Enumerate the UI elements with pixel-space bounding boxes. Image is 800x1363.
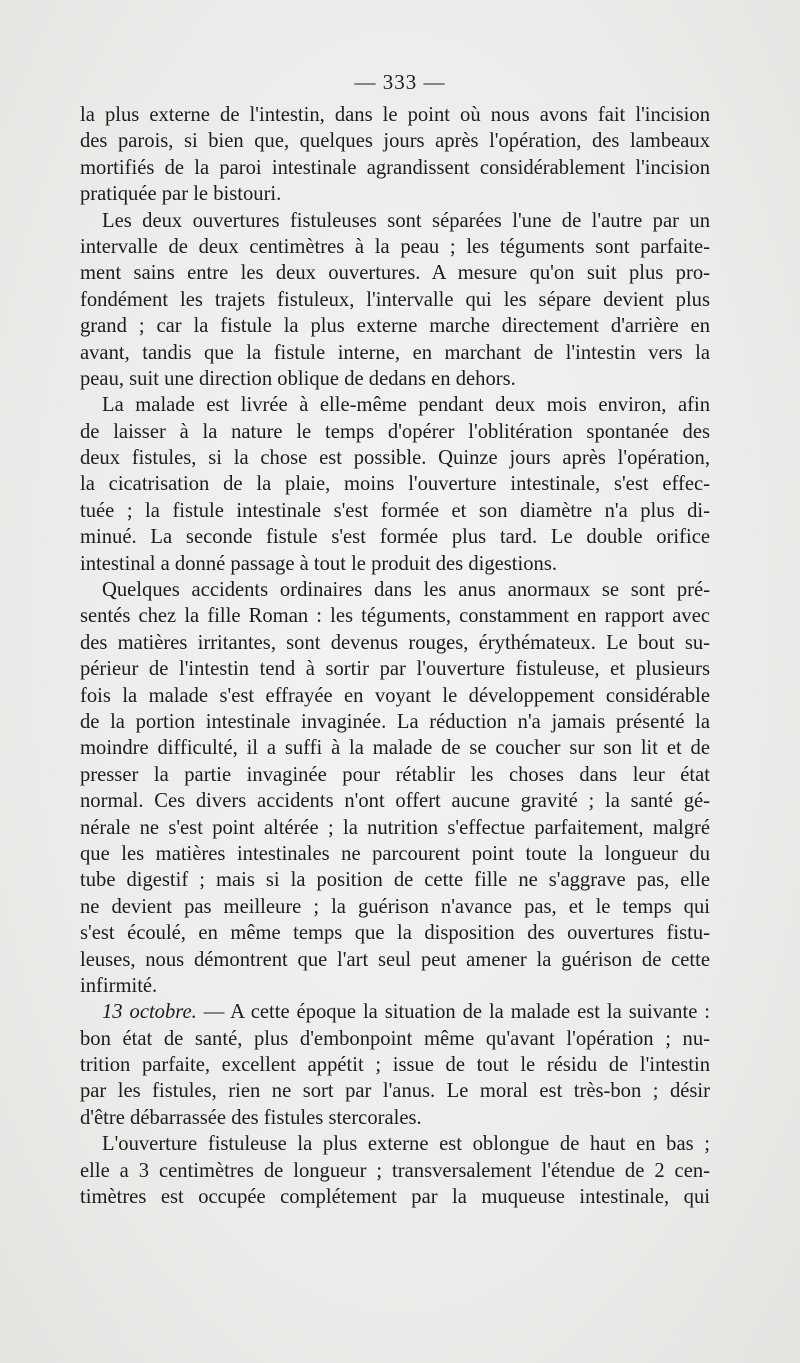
text-line: La malade est livrée à elle-même pendant deux mois environ, afin: [102, 394, 710, 417]
text-line: de la portion intestinale invaginée. La réduction n'a jamais présenté la: [80, 710, 710, 733]
entry-date: 13 octobre.: [102, 1001, 197, 1024]
text-line: avant, tandis que la fistule interne, en marchant de l'intestin vers la: [80, 341, 710, 364]
text-line: tube digestif ; mais si la position de cette fille ne s'aggrave pas, elle: [80, 869, 710, 892]
text-line: ment sains entre les deux ouvertures. A mesure qu'on suit plus pro-: [80, 262, 710, 285]
text-line: peau, suit une direction oblique de dedans en dehors.: [80, 367, 516, 390]
page-number: — 333 —: [354, 70, 446, 94]
text-line: s'est écoulé, en même temps que la disposition des ouvertures fistu-: [80, 922, 710, 945]
text-line: périeur de l'intestin tend à sortir par l'ouverture fistuleuse, et plusieurs: [80, 658, 710, 681]
text-line: trition parfaite, excellent appétit ; issue de tout le résidu de l'intestin: [80, 1054, 710, 1077]
text-line: normal. Ces divers accidents n'ont offert aucune gravité ; la santé gé-: [80, 790, 710, 813]
text-line: pratiquée par le bistouri.: [80, 183, 282, 206]
text-line: fondément les trajets fistuleux, l'intervalle qui les sépare devient plus: [80, 288, 710, 311]
text-line: par les fistules, rien ne sort par l'anus. Le moral est très-bon ; désir: [80, 1080, 710, 1103]
text-line: timètres est occupée complétement par la muqueuse intestinale, qui: [80, 1186, 710, 1209]
text-line: minué. La seconde fistule s'est formée plus tard. Le double orifice: [80, 526, 710, 549]
entry-text: — A cette époque la situation de la malade est la suivante :: [196, 1001, 710, 1024]
text-line: fois la malade s'est effrayée en voyant le développement considérable: [80, 684, 710, 707]
text-line: grand ; car la fistule la plus externe marche directement d'arrière en: [80, 315, 710, 338]
text-line: de laisser à la nature le temps d'opérer l'oblitération spontanée des: [80, 420, 710, 443]
text-line: des matières irritantes, sont devenus rouges, érythémateux. Le bout su-: [80, 631, 710, 654]
text-line: L'ouverture fistuleuse la plus externe est oblongue de haut en bas ;: [102, 1133, 710, 1156]
text-line: la cicatrisation de la plaie, moins l'ouverture intestinale, s'est effec-: [80, 473, 710, 496]
text-line: Les deux ouvertures fistuleuses sont séparées l'une de l'autre par un: [102, 209, 710, 232]
text-line: moindre difficulté, il a suffi à la malade de se coucher sur son lit et de: [80, 737, 710, 760]
text-line: [80, 999, 710, 1025]
text-line: la plus externe de l'intestin, dans le point où nous avons fait l'incision: [80, 104, 710, 126]
text-line: mortifiés de la paroi intestinale agrandissent considérablement l'incision: [80, 156, 710, 179]
text-line: infirmité.: [80, 974, 158, 997]
text-line: d'être débarrassée des fistules stercorales.: [80, 1106, 422, 1129]
body-text: [80, 102, 710, 1210]
text-line: leuses, nous démontrent que l'art seul peut amener la guérison de cette: [80, 948, 710, 971]
text-line: elle a 3 centimètres de longueur ; transversalement l'étendue de 2 cen-: [80, 1159, 710, 1182]
text-line: sentés chez la fille Roman : les téguments, constamment en rapport avec: [80, 605, 710, 628]
text-line: Quelques accidents ordinaires dans les anus anormaux se sont pré-: [102, 579, 710, 602]
text-line: nérale ne s'est point altérée ; la nutrition s'effectue parfaitement, malgré: [80, 816, 710, 839]
text-line: intervalle de deux centimètres à la peau ; les téguments sont parfaite-: [80, 235, 710, 258]
text-line: intestinal a donné passage à tout le produit des digestions.: [80, 552, 557, 575]
text-line: que les matières intestinales ne parcourent point toute la longueur du: [80, 842, 710, 865]
text-line: des parois, si bien que, quelques jours après l'opération, des lambeaux: [80, 130, 710, 153]
text-line: bon état de santé, plus d'embonpoint même qu'avant l'opération ; nu-: [80, 1027, 710, 1050]
text-line: deux fistules, si la chose est possible. Quinze jours après l'opération,: [80, 447, 710, 470]
text-line: ne devient pas meilleure ; la guérison n'avance pas, et le temps qui: [80, 895, 710, 918]
text-line: tuée ; la fistule intestinale s'est formée et son diamètre n'a plus di-: [80, 499, 710, 522]
text-line: presser la partie invaginée pour rétablir les choses dans leur état: [80, 763, 710, 786]
